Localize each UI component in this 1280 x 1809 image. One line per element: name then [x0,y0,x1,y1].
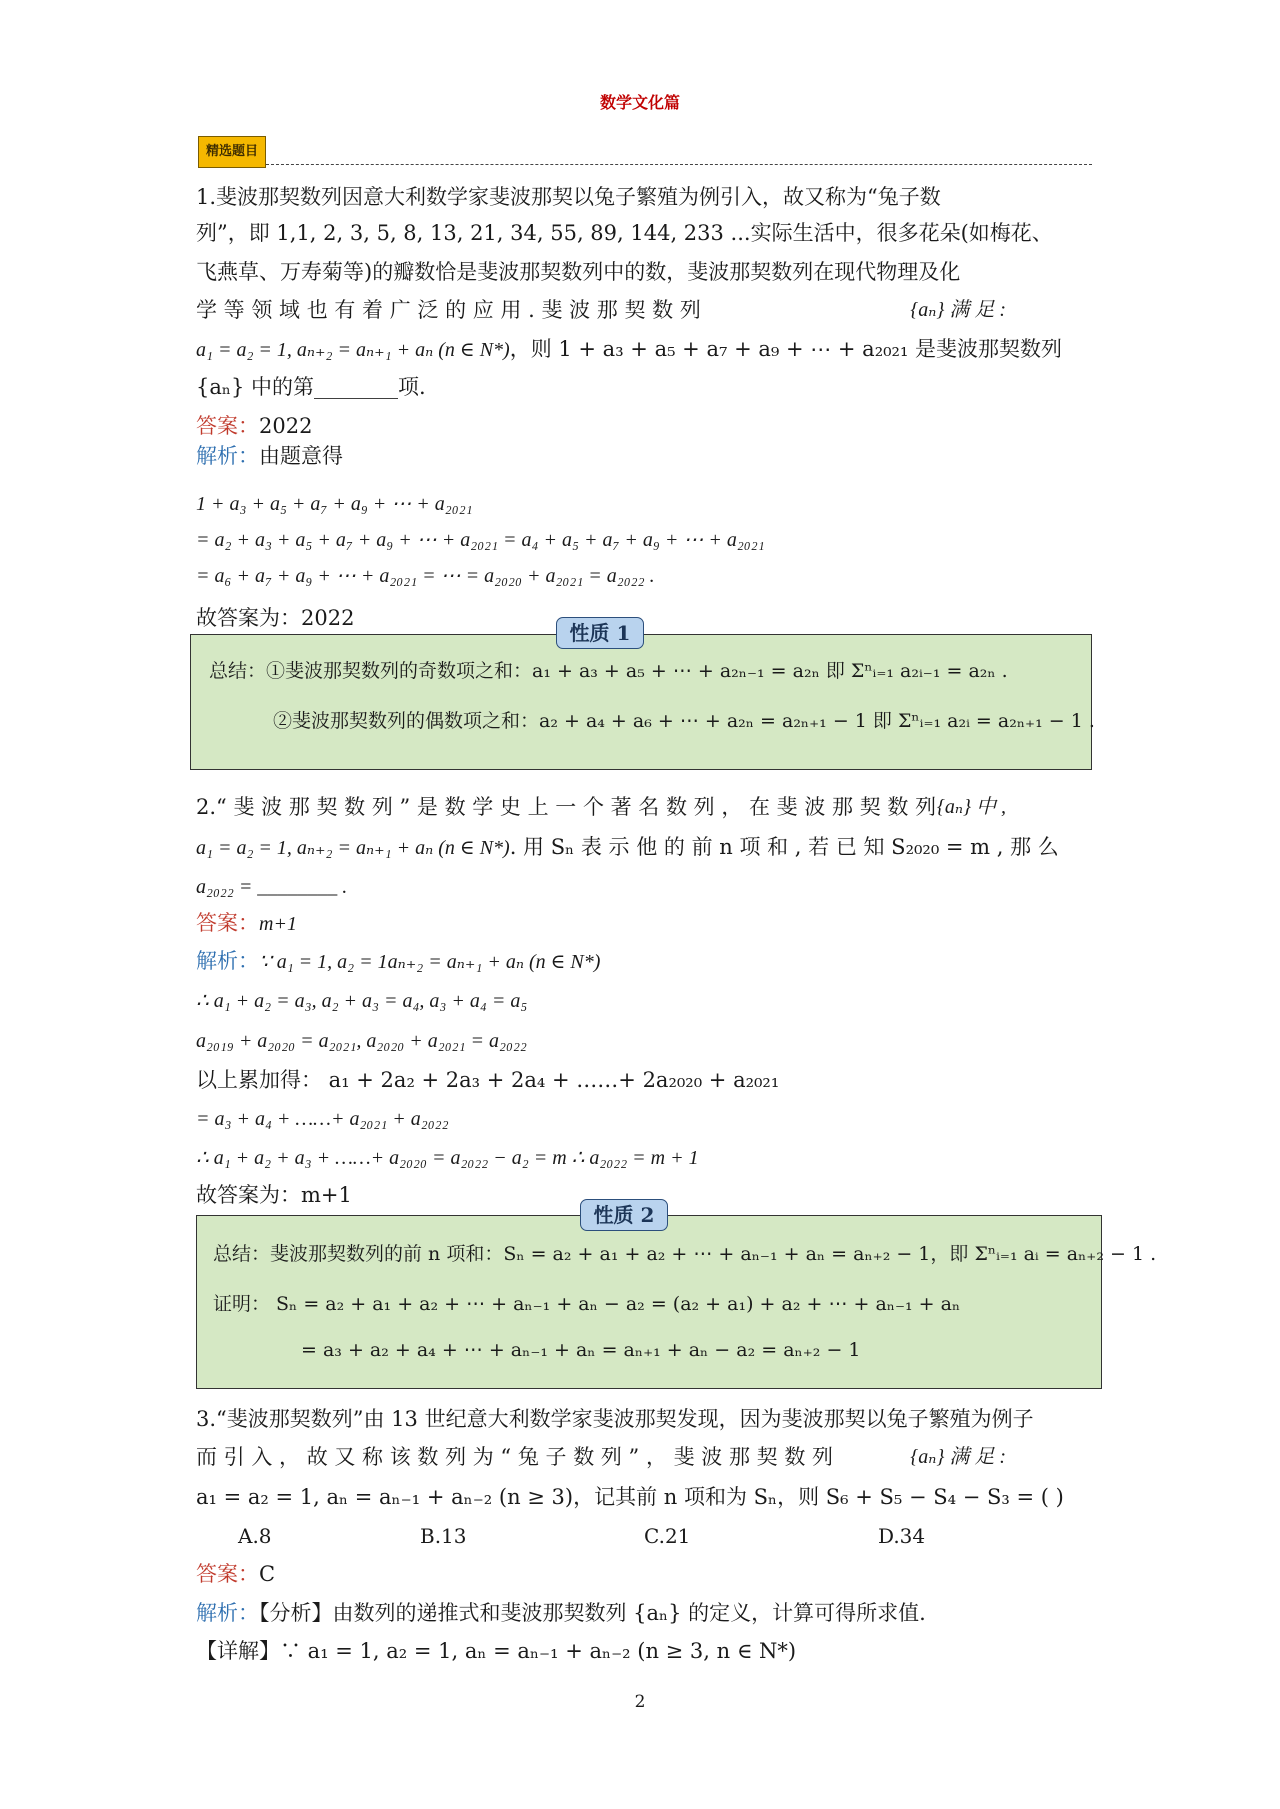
property-2-title: 性质 2 [580,1199,668,1231]
p1-eq-1: 1 + a₃ + a₅ + a₇ + a₉ + ⋯ + a₂₀₂₁ [196,493,473,515]
page-header: 数学文化篇 [599,93,680,112]
property-2-proof-1: 证明： Sₙ = a₂ + a₁ + a₂ + ⋯ + aₙ₋₁ + aₙ − a₂ = (a₂ + a₁) + a₂ + ⋯ + aₙ₋₁ + aₙ [213,1293,961,1315]
p1-line-6: {aₙ} 中的第________项. [196,375,426,399]
p3-answer [196,1559,275,1589]
p1-conclusion: 故答案为：2022 [196,606,355,630]
p3-detail: 【详解】∵ a₁ = 1, a₂ = 1, aₙ = aₙ₋₁ + aₙ₋₂ (n ≥ 3, n ∈ N*) [196,1639,797,1663]
analysis-label: 解析： [196,1601,259,1625]
p1-line-1: 1.斐波那契数列因意大利数学家斐波那契以兔子繁殖为例引入，故又称为“兔子数 [196,185,941,209]
analysis-label: 解析： [196,949,259,973]
p2-eq-2: a₂₀₁₉ + a₂₀₂₀ = a₂₀₂₁, a₂₀₂₀ + a₂₀₂₁ = a₂₀₂₂ [196,1030,527,1052]
p2-recurrence: a₁ = a₂ = 1, aₙ₊₂ = aₙ₊₁ + aₙ (n ∈ N*) [196,837,510,859]
p2-line-3: a₂₀₂₂ = ________ . [196,876,348,898]
answer-label: 答案： [196,1562,259,1586]
p2-line-1-text: 2.“ 斐 波 那 契 数 列 ” 是 数 学 史 上 一 个 著 名 数 列 ， 在 斐 波 那 契 数 列 [196,795,937,819]
option-d[interactable]: D.34 [878,1524,926,1548]
p2-answer [196,908,297,939]
p2-line-2-text: . 用 Sₙ 表 示 他 的 前 n 项 和 , 若 已 知 S₂₀₂₀ = m , 那 么 [509,835,1059,859]
answer-value: C [259,1562,276,1586]
p1-recurrence: a₁ = a₂ = 1, aₙ₊₂ = aₙ₊₁ + aₙ (n ∈ N*) [196,339,510,361]
analysis-text: ∵ a₁ = 1, a₂ = 1aₙ₊₂ = aₙ₊₁ + aₙ (n ∈ N*) [259,951,601,973]
p3-sequence-an: {aₙ} 满 足 : [910,1446,1006,1468]
property-1-odd-sum: 总结：①斐波那契数列的奇数项之和：a₁ + a₃ + a₅ + ⋯ + a₂ₙ₋₁ = a₂ₙ 即 Σⁿᵢ₌₁ a₂ᵢ₋₁ = a₂ₙ . [209,660,1008,682]
p1-line-3: 飞燕草、万寿菊等)的瓣数恰是斐波那契数列中的数，斐波那契数列在现代物理及化 [196,260,961,284]
answer-label: 答案： [196,414,259,438]
p1-line-5-text: ，则 1 + a₃ + a₅ + a₇ + a₉ + ⋯ + a₂₀₂₁ 是斐波那契数列 [509,337,1063,361]
p1-answer [196,411,312,441]
p1-line-5 [196,334,1062,365]
p2-conclusion: 故答案为：m+1 [196,1183,352,1207]
property-1-box [190,634,1095,770]
option-b[interactable]: B.13 [420,1524,467,1548]
p3-line-2-text: 而 引 入 ， 故 又 称 该 数 列 为 “ 兔 子 数 列 ” ， 斐 波 那 契 数 列 [196,1445,834,1469]
p1-line-4 [196,295,1006,325]
property-2-box [196,1215,1157,1389]
p3-line-1: 3.“斐波那契数列”由 13 世纪意大利数学家斐波那契发现，因为斐波那契以兔子繁殖为例子 [196,1407,1034,1431]
answer-label: 答案： [196,911,259,935]
p2-analysis [196,946,600,977]
p1-sequence-an: {aₙ} 满 足 : [910,299,1006,321]
p3-analysis [196,1598,926,1628]
property-2-proof-2: = a₃ + a₂ + a₄ + ⋯ + aₙ₋₁ + aₙ = aₙ₊₁ + aₙ − a₂ = aₙ₊₂ − 1 [301,1339,861,1361]
p2-line-1 [196,792,1006,822]
p1-line-2: 列”，即 1,1, 2, 3, 5, 8, 13, 21, 34, 55, 89, 144, 233 ...实际生活中，很多花朵(如梅花、 [196,221,1053,245]
p1-analysis [196,441,343,471]
p1-eq-3: = a₆ + a₇ + a₉ + ⋯ + a₂₀₂₁ = ⋯ = a₂₀₂₀ + a₂₀₂₁ = a₂₀₂₂ . [196,565,655,587]
page-number: 2 [634,1692,646,1712]
property-1-even-sum: ②斐波那契数列的偶数项之和：a₂ + a₄ + a₆ + ⋯ + a₂ₙ = a₂ₙ₊₁ − 1 即 Σⁿᵢ₌₁ a₂ᵢ = a₂ₙ₊₁ − 1 . [273,710,1095,732]
p2-eq-3: 以上累加得： a₁ + 2a₂ + 2a₃ + 2a₄ + ……+ 2a₂₀₂₀ + a₂₀₂₁ [196,1068,780,1092]
p1-eq-2: = a₂ + a₃ + a₅ + a₇ + a₉ + ⋯ + a₂₀₂₁ = a₄ + a₅ + a₇ + a₉ + ⋯ + a₂₀₂₁ [196,529,765,551]
p3-line-2 [196,1442,1006,1472]
section-tag: 精选题目 [198,136,266,168]
analysis-text: 【分析】由数列的递推式和斐波那契数列 {aₙ} 的定义，计算可得所求值. [259,1601,926,1625]
p3-line-3: a₁ = a₂ = 1, aₙ = aₙ₋₁ + aₙ₋₂ (n ≥ 3)，记其前 n 项和为 Sₙ，则 S₆ + S₅ − S₄ − S₃ = ( ) [196,1485,1064,1509]
p2-eq-1: ∴ a₁ + a₂ = a₃, a₂ + a₃ = a₄, a₃ + a₄ = a₅ [196,990,528,1012]
property-1-title: 性质 1 [556,617,644,649]
dashed-divider [266,164,1092,165]
p2-eq-4: = a₃ + a₄ + ……+ a₂₀₂₁ + a₂₀₂₂ [196,1108,449,1130]
answer-value: 2022 [259,414,313,438]
analysis-text: 由题意得 [259,444,343,468]
option-c[interactable]: C.21 [644,1524,691,1548]
option-a[interactable]: A.8 [238,1524,272,1548]
p1-line-4-text: 学 等 领 域 也 有 着 广 泛 的 应 用 . 斐 波 那 契 数 列 [196,298,701,322]
analysis-label: 解析： [196,444,259,468]
answer-value: m+1 [259,913,297,935]
property-2-sum: 总结：斐波那契数列的前 n 项和：Sₙ = a₂ + a₁ + a₂ + ⋯ + aₙ₋₁ + aₙ = aₙ₊₂ − 1，即 Σⁿᵢ₌₁ aᵢ = aₙ₊₂ − 1 . [213,1243,1157,1265]
p2-sequence-an: {aₙ} 中 , [936,796,1006,818]
p2-line-2 [196,832,1059,863]
p2-eq-5: ∴ a₁ + a₂ + a₃ + ……+ a₂₀₂₀ = a₂₀₂₂ − a₂ = m ∴ a₂₀₂₂ = m + 1 [196,1147,699,1169]
